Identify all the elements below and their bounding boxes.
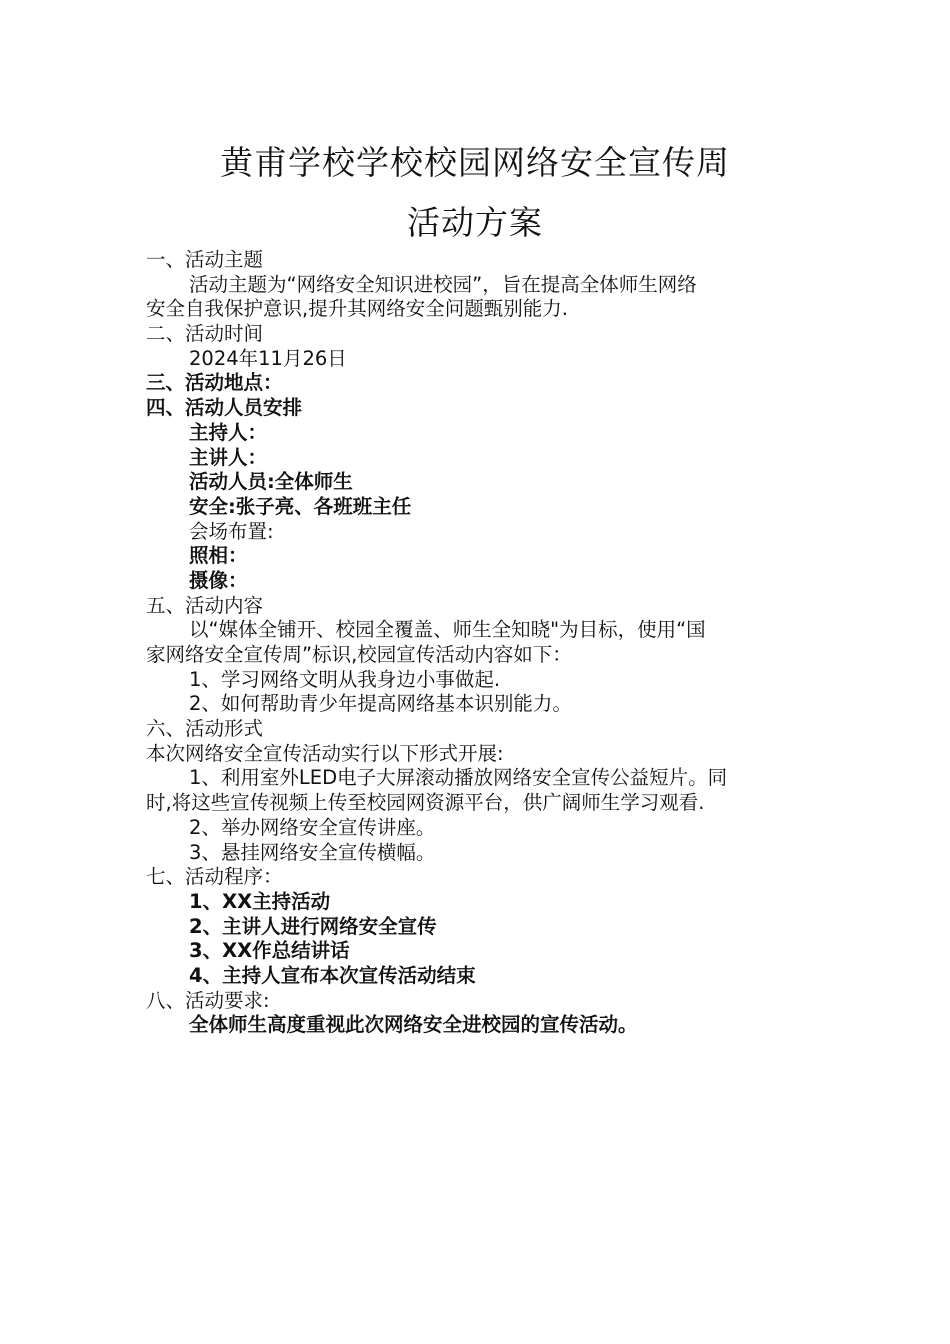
body-line: 六、活动形式 bbox=[146, 717, 264, 741]
body-line: 2、主讲人进行网络安全宣传 bbox=[189, 914, 437, 938]
body-line: 1、利用室外LED电子大屏滚动播放网络安全宣传公益短片。同 bbox=[189, 766, 728, 790]
body-line: 4、主持人宣布本次宣传活动结束 bbox=[189, 963, 476, 987]
body-line: 3、XX作总结讲话 bbox=[189, 939, 350, 963]
body-line: 1、学习网络文明从我身边小事做起. bbox=[189, 667, 501, 691]
body-line: 本次网络安全宣传活动实行以下形式开展: bbox=[146, 741, 504, 765]
body-line: 五、活动内容 bbox=[146, 593, 264, 617]
body-line: 全体师生高度重视此次网络安全进校园的宣传活动。 bbox=[189, 1013, 638, 1037]
body-line: 时,将这些宣传视频上传至校园网资源平台，供广阔师生学习观看. bbox=[146, 791, 705, 815]
body-line: 四、活动人员安排 bbox=[146, 396, 303, 420]
body-line: 三、活动地点： bbox=[146, 371, 283, 395]
body-line: 2、举办网络安全宣传讲座。 bbox=[189, 815, 436, 839]
body-line: 会场布置: bbox=[189, 519, 274, 543]
body-line: 七、活动程序： bbox=[146, 865, 283, 889]
body-line: 以“媒体全铺开、校园全覆盖、师生全知晓"为目标，使用“国 bbox=[189, 618, 706, 642]
body-line: 安全自我保护意识,提升其网络安全问题甄别能力. bbox=[146, 297, 568, 321]
body-line: 主持人： bbox=[189, 420, 268, 444]
document-subtitle: 活动方案 bbox=[407, 203, 543, 242]
body-line: 照相： bbox=[189, 544, 248, 568]
document-title: 黄甫学校学校校园网络安全宣传周 bbox=[220, 143, 730, 182]
body-line: 家网络安全宣传周”标识,校园宣传活动内容如下： bbox=[146, 643, 572, 666]
body-line: 主讲人： bbox=[189, 445, 268, 469]
body-line: 活动主题为“网络安全知识进校园”，旨在提高全体师生网络 bbox=[189, 272, 697, 296]
body-line: 2、如何帮助青少年提高网络基本识别能力。 bbox=[189, 692, 572, 716]
body-line: 安全:张子亮、各班班主任 bbox=[189, 494, 412, 518]
body-line: 3、悬挂网络安全宣传横幅。 bbox=[189, 840, 436, 864]
body-line: 1、XX主持活动 bbox=[189, 889, 331, 913]
body-line: 一、活动主题 bbox=[146, 248, 264, 271]
body-line: 活动人员:全体师生 bbox=[189, 470, 353, 494]
document-body bbox=[146, 248, 806, 1038]
body-line: 摄像： bbox=[189, 568, 248, 592]
body-line: 2024年11月26日 bbox=[189, 346, 347, 370]
body-line: 八、活动要求: bbox=[146, 988, 270, 1012]
body-line: 二、活动时间 bbox=[146, 322, 264, 346]
